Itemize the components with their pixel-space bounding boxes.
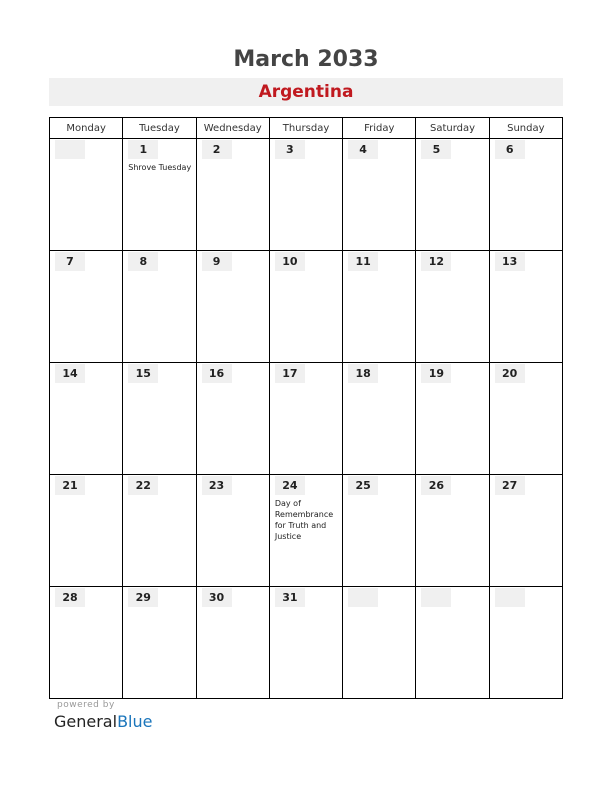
day-cell bbox=[416, 139, 489, 251]
day-number bbox=[421, 588, 451, 607]
day-number: 30 bbox=[202, 588, 232, 607]
day-cell bbox=[416, 475, 489, 587]
week-row bbox=[50, 587, 563, 699]
day-cell bbox=[50, 139, 123, 251]
day-cell bbox=[196, 139, 269, 251]
day-cell bbox=[416, 363, 489, 475]
day-number: 16 bbox=[202, 364, 232, 383]
day-number: 19 bbox=[421, 364, 451, 383]
holiday-label: Day of Remembrance for Truth and Justice bbox=[274, 499, 334, 541]
day-cell bbox=[196, 475, 269, 587]
day-cell bbox=[123, 139, 196, 251]
day-cell bbox=[196, 251, 269, 363]
country-name: Argentina bbox=[258, 82, 354, 102]
day-number: 13 bbox=[495, 252, 525, 271]
day-number: 25 bbox=[348, 476, 378, 495]
day-number: 3 bbox=[275, 140, 305, 159]
day-number: 4 bbox=[348, 140, 378, 159]
weekday-thursday: Thursday bbox=[269, 118, 342, 139]
day-cell bbox=[123, 251, 196, 363]
day-number: 27 bbox=[495, 476, 525, 495]
day-cell bbox=[50, 475, 123, 587]
day-cell bbox=[269, 251, 342, 363]
day-cell bbox=[269, 363, 342, 475]
day-number: 29 bbox=[128, 588, 158, 607]
day-cell bbox=[50, 251, 123, 363]
weekday-tuesday: Tuesday bbox=[123, 118, 196, 139]
day-number: 12 bbox=[421, 252, 451, 271]
day-cell bbox=[50, 363, 123, 475]
weekday-sunday: Sunday bbox=[489, 118, 562, 139]
week-row bbox=[50, 251, 563, 363]
day-cell bbox=[269, 139, 342, 251]
day-number: 10 bbox=[275, 252, 305, 271]
day-number: 14 bbox=[55, 364, 85, 383]
day-cell bbox=[269, 587, 342, 699]
day-number bbox=[55, 140, 85, 159]
day-number: 2 bbox=[202, 140, 232, 159]
day-cell bbox=[489, 475, 562, 587]
day-number: 18 bbox=[348, 364, 378, 383]
calendar-title: March 2033 bbox=[233, 47, 379, 72]
day-number bbox=[495, 588, 525, 607]
country-banner bbox=[49, 78, 563, 106]
day-number: 26 bbox=[421, 476, 451, 495]
day-number bbox=[348, 588, 378, 607]
day-number: 31 bbox=[275, 588, 305, 607]
day-cell bbox=[416, 251, 489, 363]
day-cell bbox=[343, 139, 416, 251]
day-number: 7 bbox=[55, 252, 85, 271]
week-row bbox=[50, 139, 563, 251]
day-number: 6 bbox=[495, 140, 525, 159]
day-cell bbox=[343, 475, 416, 587]
day-number: 28 bbox=[55, 588, 85, 607]
day-number: 9 bbox=[202, 252, 232, 271]
day-cell bbox=[489, 363, 562, 475]
day-number: 1 bbox=[128, 140, 158, 159]
day-cell bbox=[269, 475, 342, 587]
day-cell bbox=[123, 475, 196, 587]
week-row bbox=[50, 475, 563, 587]
day-cell bbox=[196, 363, 269, 475]
week-row bbox=[50, 363, 563, 475]
weekday-monday: Monday bbox=[50, 118, 123, 139]
powered-by-label: powered by bbox=[57, 700, 115, 710]
calendar-grid bbox=[49, 117, 563, 699]
day-cell bbox=[489, 139, 562, 251]
day-number: 20 bbox=[495, 364, 525, 383]
day-cell bbox=[489, 251, 562, 363]
day-number: 11 bbox=[348, 252, 378, 271]
day-number: 22 bbox=[128, 476, 158, 495]
day-cell bbox=[196, 587, 269, 699]
day-number: 17 bbox=[275, 364, 305, 383]
holiday-label: Shrove Tuesday bbox=[128, 163, 192, 172]
generalblue-logo[interactable] bbox=[54, 712, 152, 731]
day-cell bbox=[123, 587, 196, 699]
day-number: 21 bbox=[55, 476, 85, 495]
day-number: 8 bbox=[128, 252, 158, 271]
weekday-saturday: Saturday bbox=[416, 118, 489, 139]
day-number: 23 bbox=[202, 476, 232, 495]
day-number: 15 bbox=[128, 364, 158, 383]
brand-blue-text: Blue bbox=[117, 712, 153, 731]
day-cell bbox=[123, 363, 196, 475]
day-cell bbox=[416, 587, 489, 699]
day-cell bbox=[343, 363, 416, 475]
day-cell bbox=[489, 587, 562, 699]
day-cell bbox=[343, 587, 416, 699]
weekday-friday: Friday bbox=[343, 118, 416, 139]
day-cell bbox=[343, 251, 416, 363]
weekday-wednesday: Wednesday bbox=[196, 118, 269, 139]
brand-general-text: General bbox=[54, 712, 118, 731]
day-number: 24 bbox=[275, 476, 305, 495]
day-cell bbox=[50, 587, 123, 699]
weekday-header-row bbox=[50, 118, 563, 139]
day-number: 5 bbox=[421, 140, 451, 159]
